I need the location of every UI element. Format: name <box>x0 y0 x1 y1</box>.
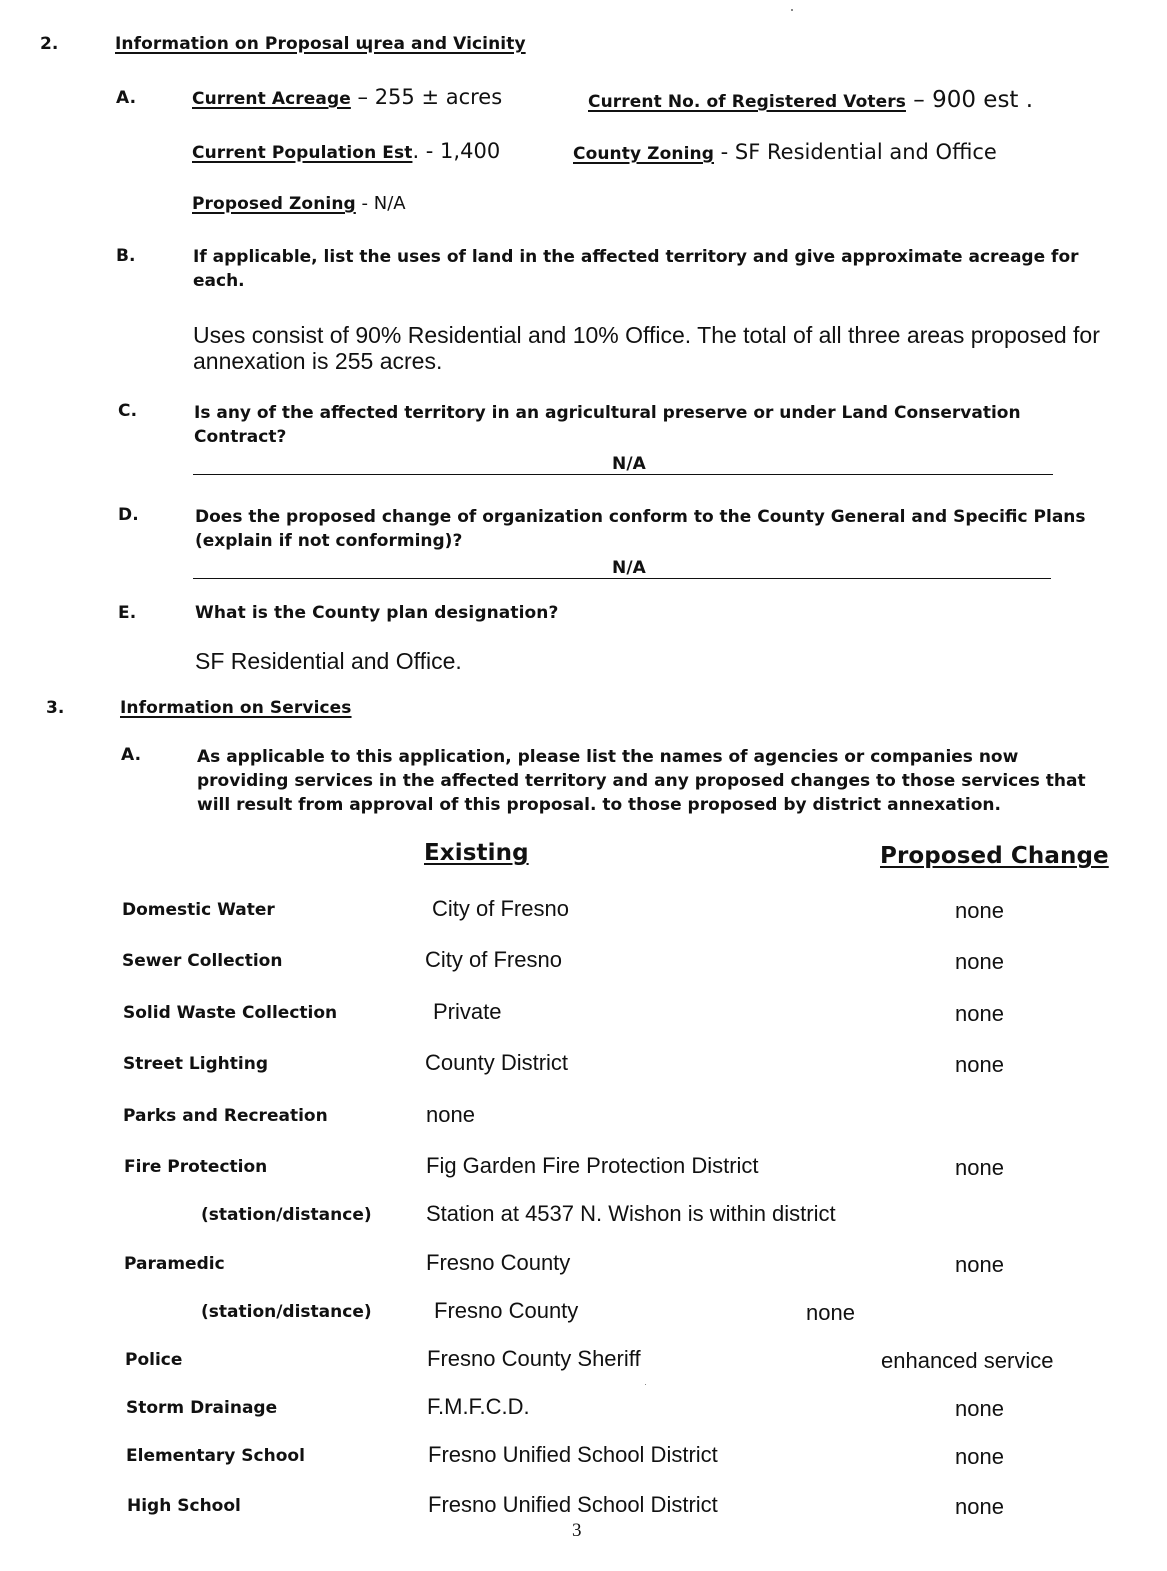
existing-provider: County District <box>425 1050 569 1075</box>
existing-provider: City of Fresno <box>432 896 569 921</box>
service-name: (station/distance) <box>201 1302 372 1322</box>
existing-provider: Station at 4537 N. Wishon is within district <box>426 1201 836 1226</box>
service-name: Police <box>125 1350 183 1370</box>
proposed-change: none <box>955 1155 1004 1180</box>
existing-provider: Fresno County <box>426 1250 571 1275</box>
section-2-number: 2. <box>40 34 59 54</box>
service-name: Parks and Recreation <box>123 1106 328 1126</box>
scan-speck <box>791 9 793 11</box>
item-2c-answer: N/A <box>612 454 646 474</box>
item-2d-question: Does the proposed change of organization conform to the County General and Specific Plans (explain if not conforming)? <box>195 507 1086 551</box>
service-name: Sewer Collection <box>122 951 283 971</box>
item-3a-letter: A. <box>121 745 142 765</box>
item-2e-letter: E. <box>118 603 137 623</box>
existing-provider: City of Fresno <box>425 947 562 972</box>
proposed-change: none <box>955 1396 1004 1421</box>
service-name: Fire Protection <box>124 1157 268 1177</box>
existing-provider: Private <box>433 999 502 1024</box>
proposed-change: none <box>955 898 1004 923</box>
page-number: 3 <box>572 1520 582 1541</box>
column-header-existing: Existing <box>424 840 529 866</box>
service-name: Domestic Water <box>122 900 275 920</box>
item-2b-answer: Uses consist of 90% Residential and 10% Office. The total of all three areas proposed for annexation is 255 acres. <box>193 322 1100 374</box>
item-2d-answer-line <box>193 578 1051 579</box>
population-field <box>192 139 500 163</box>
existing-provider: Fresno Unified School District <box>428 1492 718 1517</box>
service-name: Elementary School <box>126 1446 305 1466</box>
existing-provider: F.M.F.C.D. <box>427 1394 530 1419</box>
item-3a-question: As applicable to this application, please list the names of agencies or companies now providing services in the affected territory and any proposed changes to those services that will result from approval of this proposal. to those proposed by district annexation. <box>197 747 1086 815</box>
item-2a-letter: A. <box>116 88 137 108</box>
section-3-number: 3. <box>46 698 65 718</box>
population-label: Current Population Est <box>192 143 413 163</box>
county-zoning-label: County Zoning <box>573 144 714 164</box>
proposed-change: none <box>955 1252 1004 1277</box>
county-zoning-field <box>573 140 997 164</box>
existing-provider: none <box>426 1102 475 1127</box>
voters-value: – 900 est . <box>905 87 1034 113</box>
acreage-field <box>192 85 502 109</box>
item-2c-question: Is any of the affected territory in an agricultural preserve or under Land Conservation Contract? <box>194 403 1021 447</box>
acreage-value: – 255 ± acres <box>350 85 503 109</box>
item-2e-answer: SF Residential and Office. <box>195 648 462 674</box>
section-3-title: Information on Services <box>120 698 352 718</box>
acreage-label: Current Acreage <box>192 89 351 109</box>
proposed-zoning-value: - N/A <box>355 193 406 214</box>
proposed-zoning-label: Proposed Zoning <box>192 194 356 214</box>
population-value: . - 1,400 <box>412 139 501 163</box>
service-name: (station/distance) <box>201 1205 372 1225</box>
voters-label: Current No. of Registered Voters <box>588 92 906 112</box>
proposed-change: none <box>806 1300 855 1325</box>
proposed-zoning-field <box>192 193 406 214</box>
proposed-change: none <box>955 1001 1004 1026</box>
item-2d-answer: N/A <box>612 558 646 578</box>
section-2-title: Information on Proposal ɰrea and Vicinity <box>115 34 526 54</box>
proposed-change: enhanced service <box>881 1348 1054 1373</box>
existing-provider: Fresno County Sheriff <box>427 1346 641 1371</box>
county-zoning-value: - SF Residential and Office <box>714 140 997 164</box>
proposed-change: none <box>955 1494 1004 1519</box>
existing-provider: Fresno Unified School District <box>428 1442 718 1467</box>
service-name: High School <box>127 1496 241 1516</box>
item-2b-letter: B. <box>116 246 136 266</box>
voters-field <box>588 87 1033 113</box>
proposed-change: none <box>955 1052 1004 1077</box>
proposed-change: none <box>955 949 1004 974</box>
service-name: Paramedic <box>124 1254 225 1274</box>
column-header-proposed-change: Proposed Change <box>880 843 1109 869</box>
service-name: Street Lighting <box>123 1054 269 1074</box>
item-2c-answer-line <box>193 474 1053 475</box>
existing-provider: Fresno County <box>434 1298 579 1323</box>
existing-provider: Fig Garden Fire Protection District <box>426 1153 759 1178</box>
item-2d-letter: D. <box>118 505 139 525</box>
item-2e-question: What is the County plan designation? <box>195 603 559 623</box>
service-name: Storm Drainage <box>126 1398 278 1418</box>
item-2b-question: If applicable, list the uses of land in the affected territory and give approximate acreage for each. <box>193 247 1079 291</box>
proposed-change: none <box>955 1444 1004 1469</box>
service-name: Solid Waste Collection <box>123 1003 338 1023</box>
scan-speck <box>645 1384 646 1385</box>
item-2c-letter: C. <box>118 401 138 421</box>
